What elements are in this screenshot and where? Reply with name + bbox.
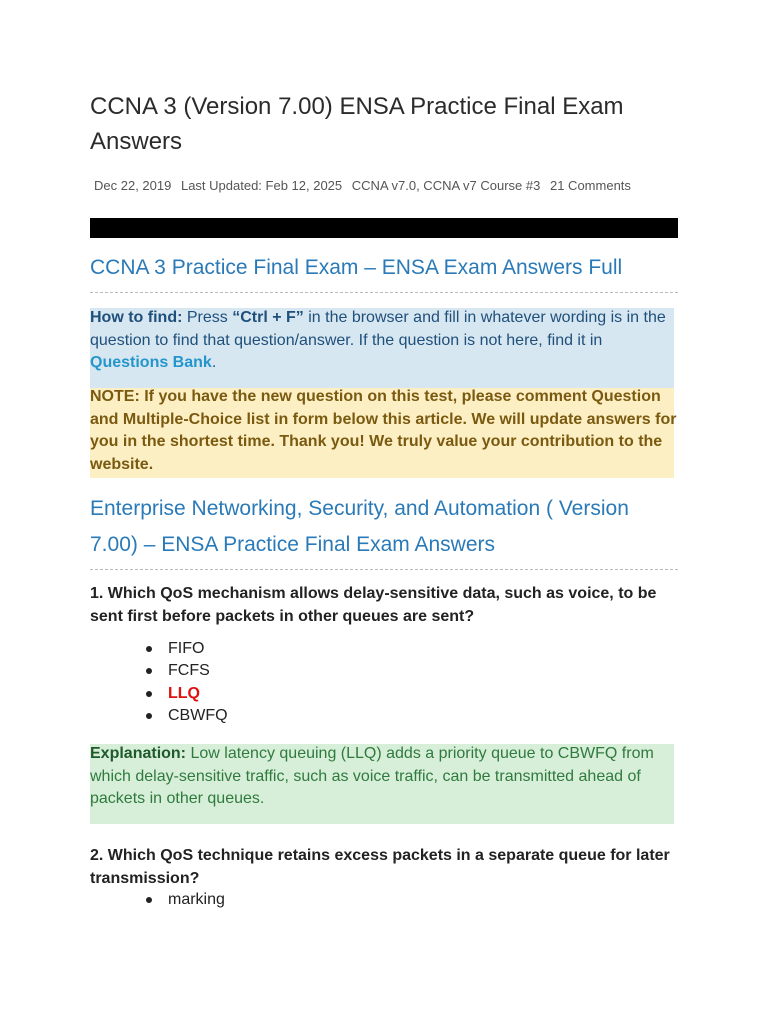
explanation-text	[90, 743, 674, 811]
note-box	[90, 388, 677, 478]
post-date[interactable]: Dec 22, 2019	[94, 178, 172, 193]
question-2-options	[146, 889, 225, 911]
questions-bank-link[interactable]: Questions Bank	[90, 354, 212, 371]
question-1-options	[146, 638, 228, 727]
note-text: NOTE: If you have the new question on this test, please comment Question and Multiple-Choice list in form below this article. We will update answers for you in the shortest time. Thank you! We truly value your contribution to the website.	[90, 388, 677, 473]
option-cbwfq: CBWFQ	[146, 705, 228, 727]
explanation-body: Low latency queuing (LLQ) adds a priority queue to CBWFQ from which delay-sensitive traffic, such as voice traffic, can be transmitted ahead of packets in other queues.	[90, 745, 654, 807]
how-to-find-label: How to find:	[90, 309, 183, 326]
option-llq-correct: LLQ	[146, 683, 228, 705]
explanation-box	[90, 744, 674, 824]
option-marking: marking	[146, 889, 225, 911]
section-divider	[90, 292, 678, 293]
how-to-find-text-2: in the browser and fill in whatever wording is in the question to find that question/answer. If the question is not here, find it in	[90, 309, 666, 349]
question-2: 2. Which QoS technique retains excess packets in a separate queue for later transmission?	[90, 847, 670, 887]
redacted-banner	[90, 218, 678, 238]
how-to-find-text-1: Press	[182, 309, 233, 326]
post-categories[interactable]: CCNA v7.0, CCNA v7 Course #3	[351, 178, 541, 193]
section-heading-practice-final: CCNA 3 Practice Final Exam – ENSA Exam Answers Full	[90, 256, 623, 279]
page-title: CCNA 3 (Version 7.00) ENSA Practice Final Exam Answers	[90, 93, 624, 155]
shortcut-text: “Ctrl + F”	[232, 309, 304, 326]
section-divider-2	[90, 569, 678, 570]
how-to-find-box	[90, 308, 674, 388]
redacted-banner-stub	[90, 234, 100, 238]
question-1: 1. Which QoS mechanism allows delay-sensitive data, such as voice, to be sent first before packets in other queues are sent?	[90, 585, 657, 625]
post-meta	[94, 178, 637, 193]
option-fcfs: FCFS	[146, 660, 228, 682]
last-updated: Last Updated: Feb 12, 2025	[180, 178, 343, 193]
option-fifo: FIFO	[146, 638, 228, 660]
how-to-find-text-3: .	[211, 354, 217, 371]
comments-link[interactable]: 21 Comments	[549, 178, 631, 193]
explanation-label: Explanation:	[90, 745, 187, 762]
section-heading-ensa: Enterprise Networking, Security, and Automation ( Version 7.00) – ENSA Practice Final Exam Answers	[90, 497, 629, 556]
how-to-find-text	[90, 307, 680, 375]
